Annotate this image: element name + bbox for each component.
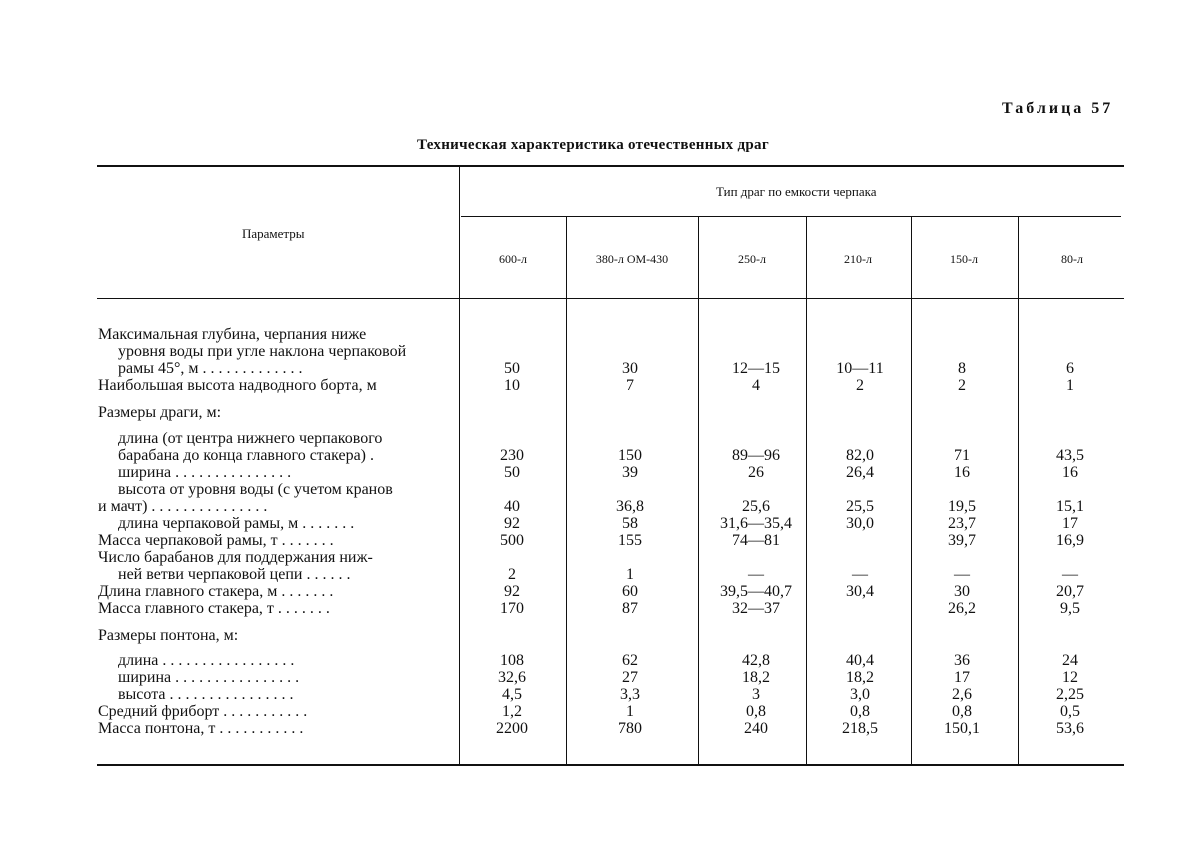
param-line: Размеры понтона, м: [98, 627, 239, 644]
table-cell: 218,5 [842, 720, 878, 737]
table-cell: 53,6 [1056, 720, 1084, 737]
table-cell: 24 [1062, 652, 1078, 669]
table-cell: 17 [954, 669, 970, 686]
param-line: длина (от центра нижнего черпакового [118, 430, 383, 447]
table-cell: 92 [504, 583, 520, 600]
table-cell: 150 [618, 447, 642, 464]
table-cell: 36,8 [616, 498, 644, 515]
table-cell: 2 [856, 377, 864, 394]
table-cell: 500 [500, 532, 524, 549]
table-cell: 30 [954, 583, 970, 600]
table-cell: 0,8 [850, 703, 870, 720]
table-cell: — [748, 566, 764, 583]
param-line: длина черпаковой рамы, м . . . . . . . [118, 515, 355, 532]
table-cell: 6 [1066, 360, 1074, 377]
table-cell: 17 [1062, 515, 1078, 532]
table-cell: 16 [954, 464, 970, 481]
table-cell: 30 [622, 360, 638, 377]
column-header-80: 80-л [1061, 252, 1083, 266]
table-cell: 30,4 [846, 583, 874, 600]
table-cell: — [852, 566, 868, 583]
table-cell: 12—15 [732, 360, 780, 377]
table-cell: 26,2 [948, 600, 976, 617]
table-cell: 40,4 [846, 652, 874, 669]
table-cell: 30,0 [846, 515, 874, 532]
table-cell: 26,4 [846, 464, 874, 481]
param-line: Масса черпаковой рамы, т . . . . . . . [98, 532, 334, 549]
table-cell: 16,9 [1056, 532, 1084, 549]
table-cell: 155 [618, 532, 642, 549]
table-cell: — [954, 566, 970, 583]
table-cell: 87 [622, 600, 638, 617]
param-line: и мачт) . . . . . . . . . . . . . . . [98, 498, 268, 515]
table-cell: 50 [504, 464, 520, 481]
param-line: Средний фрибoрт . . . . . . . . . . . [98, 703, 308, 720]
table-title: Техническая характеристика отечественных драг [417, 137, 769, 153]
param-line: ней ветви черпаковой цепи . . . . . . [118, 566, 351, 583]
table-cell: 3 [752, 686, 760, 703]
param-line: длина . . . . . . . . . . . . . . . . . [118, 652, 295, 669]
column-header-250: 250-л [738, 252, 766, 266]
table-cell: — [1062, 566, 1078, 583]
table-cell: 39,7 [948, 532, 976, 549]
column-header-600: 600-л [499, 252, 527, 266]
table-cell: 0,8 [952, 703, 972, 720]
table-cell: 74—81 [732, 532, 780, 549]
table-cell: 18,2 [742, 669, 770, 686]
table-cell: 4 [752, 377, 760, 394]
table-cell: 58 [622, 515, 638, 532]
table-cell: 43,5 [1056, 447, 1084, 464]
table-cell: 8 [958, 360, 966, 377]
table-cell: 2 [508, 566, 516, 583]
table-cell: 2200 [496, 720, 528, 737]
table-cell: 1 [626, 566, 634, 583]
table-cell: 240 [744, 720, 768, 737]
param-line: ширина . . . . . . . . . . . . . . . [118, 464, 292, 481]
params-header: Параметры [242, 226, 305, 241]
table-cell: 780 [618, 720, 642, 737]
table-cell: 23,7 [948, 515, 976, 532]
table-cell: 89—96 [732, 447, 780, 464]
table-cell: 10 [504, 377, 520, 394]
table-cell: 2,6 [952, 686, 972, 703]
top-rule [97, 165, 1124, 167]
table-cell: 3,0 [850, 686, 870, 703]
table-cell: 10—11 [836, 360, 884, 377]
table-cell: 36 [954, 652, 970, 669]
column-header-150: 150-л [950, 252, 978, 266]
table-cell: 230 [500, 447, 524, 464]
table-cell: 1,2 [502, 703, 522, 720]
group-rule [461, 216, 1121, 217]
table-cell: 16 [1062, 464, 1078, 481]
table-cell: 2,25 [1056, 686, 1084, 703]
table-cell: 26 [748, 464, 764, 481]
param-line: ширина . . . . . . . . . . . . . . . . [118, 669, 300, 686]
table-cell: 50 [504, 360, 520, 377]
param-line: Масса понтона, т . . . . . . . . . . . [98, 720, 304, 737]
table-cell: 42,8 [742, 652, 770, 669]
table-cell: 25,6 [742, 498, 770, 515]
param-line: Масса главного стакера, т . . . . . . . [98, 600, 330, 617]
group-header: Тип драг по емкости черпака [716, 184, 877, 199]
table-cell: 18,2 [846, 669, 874, 686]
param-line: Размеры драги, м: [98, 404, 222, 421]
table-cell: 39,5—40,7 [720, 583, 792, 600]
table-cell: 82,0 [846, 447, 874, 464]
table-cell: 12 [1062, 669, 1078, 686]
table-cell: 1 [626, 703, 634, 720]
table-cell: 4,5 [502, 686, 522, 703]
header-bottom-rule [97, 298, 1124, 299]
table-cell: 32—37 [732, 600, 780, 617]
table-cell: 71 [954, 447, 970, 464]
table-cell: 31,6—35,4 [720, 515, 792, 532]
table-cell: 62 [622, 652, 638, 669]
table-cell: 1 [1066, 377, 1074, 394]
table-cell: 19,5 [948, 498, 976, 515]
table-cell: 40 [504, 498, 520, 515]
table-cell: 39 [622, 464, 638, 481]
table-cell: 32,6 [498, 669, 526, 686]
table-cell: 9,5 [1060, 600, 1080, 617]
param-line: Число барабанов для поддержания ниж- [98, 549, 373, 566]
table-cell: 7 [626, 377, 634, 394]
column-header-210: 210-л [844, 252, 872, 266]
table-cell: 150,1 [944, 720, 980, 737]
table-caption: Таблица 57 [1002, 100, 1114, 117]
table-cell: 92 [504, 515, 520, 532]
table-cell: 3,3 [620, 686, 640, 703]
table-cell: 25,5 [846, 498, 874, 515]
param-line: рамы 45°, м . . . . . . . . . . . . . [118, 360, 303, 377]
bottom-rule [97, 764, 1124, 766]
table-cell: 2 [958, 377, 966, 394]
param-line: высота от уровня воды (с учетом кранов [118, 481, 393, 498]
param-line: уровня воды при угле наклона черпаковой [118, 343, 407, 360]
table-cell: 27 [622, 669, 638, 686]
table-cell: 108 [500, 652, 524, 669]
param-line: Максимальная глубина, черпания ниже [98, 326, 367, 343]
table-cell: 60 [622, 583, 638, 600]
column-header-380: 380-л ОМ-430 [595, 252, 669, 266]
table-cell: 0,8 [746, 703, 766, 720]
param-line: барабана до конца главного стакера) . [118, 447, 374, 464]
table-cell: 15,1 [1056, 498, 1084, 515]
param-line: Длина главного стакера, м . . . . . . . [98, 583, 334, 600]
table-cell: 170 [500, 600, 524, 617]
table-cell: 0,5 [1060, 703, 1080, 720]
param-line: высота . . . . . . . . . . . . . . . . [118, 686, 294, 703]
param-line: Наибольшая высота надводного борта, м [98, 377, 377, 394]
table-cell: 20,7 [1056, 583, 1084, 600]
